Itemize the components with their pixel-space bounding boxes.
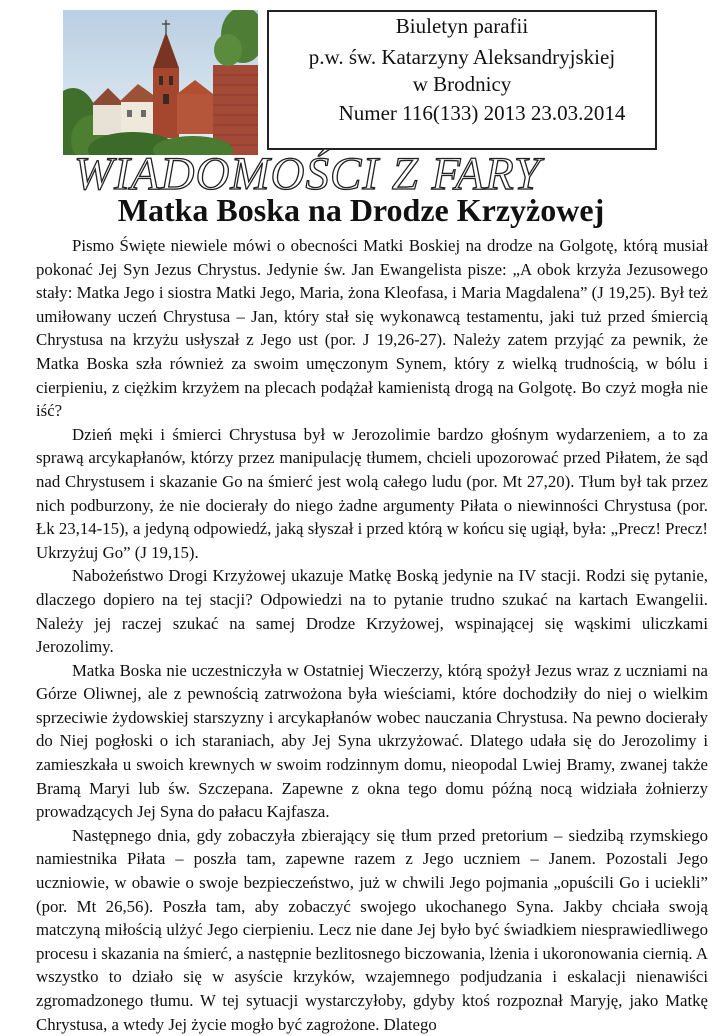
church-illustration <box>63 10 258 155</box>
parish-name: p.w. św. Katarzyny Aleksandryjskiej <box>308 45 616 69</box>
paragraph: Nabożeństwo Drogi Krzyżowej ukazuje Matkę Boską jedynie na IV stacji. Rodzi się pytanie, dlaczego dopiero na tej stacji? Odpowiedzi na to pytanie trudno szukać na kartach Ewangelii. Należy jej raczej szukać na samej Drodze Krzyżowej, wspinającej się wąskimi uliczkami Jerozolimy. <box>36 566 708 657</box>
masthead: WIADOMOŚCI Z FARY <box>74 148 541 200</box>
paragraph: Pismo Święte niewiele mówi o obecności Matki Boskiej na drodze na Golgotę, którą musiał pokonać Jej Syn Jezus Chrystus. Jedynie św. Jan Ewangelista pisze: „A obok krzyża Jezusowego stały: Matka Jego i siostra Matki Jego, Maria, żona Kleofasa, i Maria Magdalena” (J 19,25). Był też umiłowany uczeń Chrystusa – Jan, który stał się wykonawcą testamentu, jaki tuż przed śmiercią Chrystusa na krzyżu usłyszał z Jego ust (por. J 19,26-27). Należy zatem przyjąć za pewnik, że Matka Boska szła również za swoim umęczonym Synem, który z wielką trudnością, w bólu i cierpieniu, z ciężkim krzyżem na plecach podążał kamienistą drogą na Golgotę. Bo czyż mogła nie iść? <box>36 236 708 421</box>
church-photo <box>63 10 258 155</box>
paragraph: Następnego dnia, gdy zobaczyła zbierający się tłum przed pretorium – siedzibą rzymskiego namiestnika Piłata – poszła tam, zapewne razem z Jego uczniem – Janem. Pozostali Jego uczniowie, w obawie o swoje bezpieczeństwo, już w chwili Jego pojmania „opuścili Go i uciekli” (por. Mt 26,56). Poszła tam, aby zobaczyć swojego ukochanego Syna. Jakby chciała swoją matczyną miłością ulżyć Jego cierpieniu. Lecz nie dane Jej było być świadkiem niesprawiedliwego procesu i skazania na śmierć, a następnie bezlitosnego biczowania, lżenia i ukoronowania ciernią. A wszystko to działo się w asyście krzyków, wzajemnego podjudzania i eskalacji nienawiści zgromadzonego tłumu. W tej sytuacji wystarczyłoby, gdyby ktoś rozpoznał Maryję, jako Matkę Chrystusa, a wtedy Jej życie mogło być zagrożone. Dlatego <box>36 825 708 1034</box>
article-title: Matka Boska na Drodze Krzyżowej <box>117 192 605 228</box>
paragraph: Dzień męki i śmierci Chrystusa był w Jerozolimie bardzo głośnym wydarzeniem, a to za sprawą arcykapłanów, którzy przez manipulację tłumem, chcieli upozorować przed Piłatem, że sąd nad Chrystusem i skazanie Go na śmierć jest wolą całego ludu (por. Mt 27,20). Tłum był tak przez nich podburzony, że nie docierały do niego żadne argumenty Piłata o niewinności Chrystusa (por. Łk 23,14-15), a jedyną odpowiedź, jaką słyszał i przed którą w końcu się ugiął, była: „Precz! Precz! Ukrzyżuj Go” (J 19,15). <box>36 424 708 562</box>
paragraph: Matka Boska nie uczestniczyła w Ostatniej Wieczerzy, którą spożył Jezus wraz z uczniami na Górze Oliwnej, ale z pewnością zatrwożona była wieściami, które dochodziły do niej o wielkim sprzeciwie żydowskiej starszyzny i arcykapłanów wobec nauczania Chrystusa. Na pewno docierały do Niej pogłoski o ich staraniach, aby Jej Syna ukrzyżować. Dlatego udała się do Jerozolimy i zamieszkała u swoich krewnych w swoim rodzinnym domu, nieopodal Lwiej Bramy, zwanej także Bramą Maryi lub św. Szczepana. Zapewne z okna tego domu późną nocą widziała żołnierzy prowadzących Jej Syna do pałacu Kajfasza. <box>36 660 708 822</box>
parish-location: w Brodnicy <box>412 72 512 96</box>
issue-number: Numer 116(133) 2013 23.03.2014 <box>338 101 626 125</box>
bulletin-name: Biuletyn parafii <box>395 14 529 38</box>
bulletin-info-box <box>267 10 657 150</box>
article-body <box>36 234 708 1036</box>
